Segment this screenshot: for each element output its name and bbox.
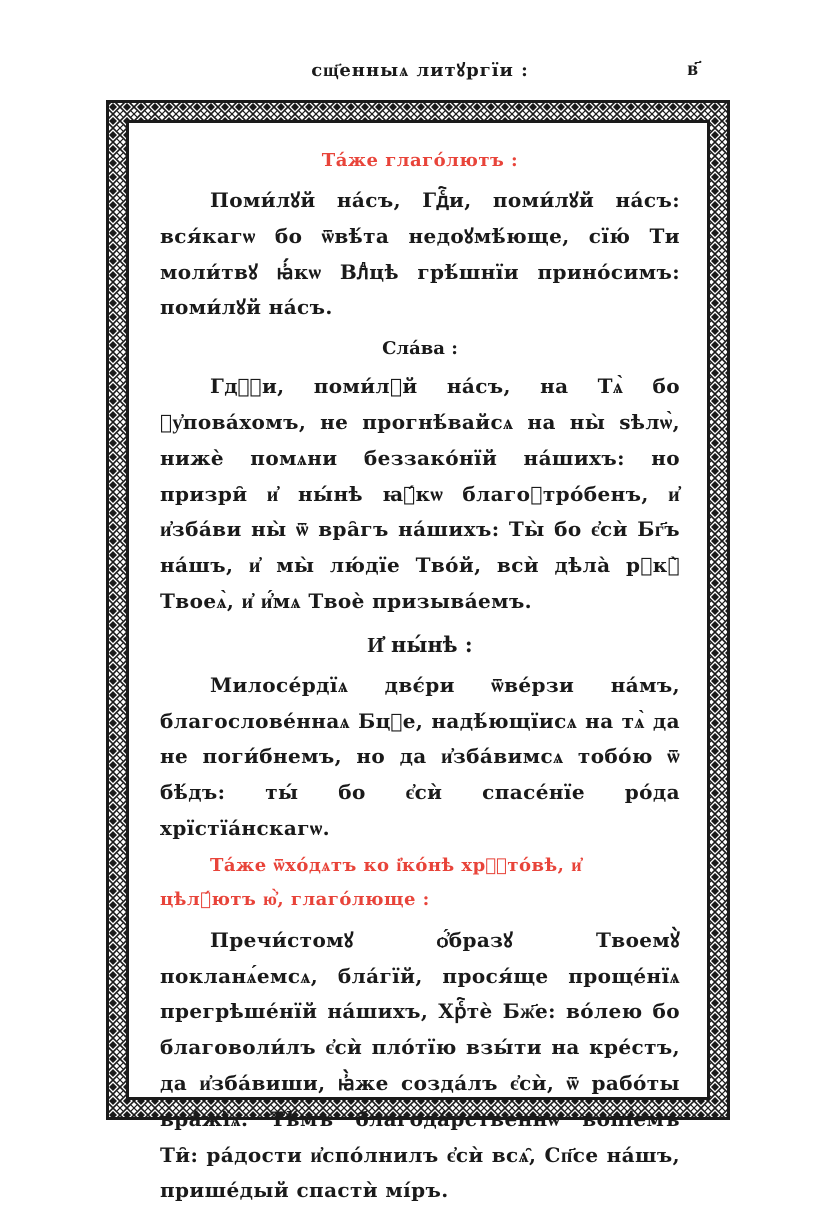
prayer-icon-veneration: Пречи́стомꙋ ѻ҆́бразꙋ Твоемꙋ̀ покланѧ́емсѧ, бла́гїй, прося́ще проще́нїѧ прегрѣше́нїй на́шихъ, Хрⷭ҇тѐ Бж҃е: во́лею бо благоволи́лъ є҆сѝ пло́тїю взы́ти на кре́стъ, да и҆зба́виши, ꙗ҆̀же созда́лъ є҆сѝ, ѿ рабо́ты вра́жїѧ. Тѣ́мъ благода́рственнѡ вопїе́мъ Ти̑: ра́дости и҆спо́лнилъ є҆сѝ всѧ̑, Сп҃се на́шъ, прише́дый спастѝ мі́ръ. (160, 927, 680, 1203)
liturgical-text (160, 150, 680, 1211)
prayer-glory: Гдⷭ҇и, поми́лꙋй на́съ, на Тѧ̀ бо ᲂу҆пова́хомъ, не прогнѣ́вайсѧ на ны̀ ѕѣлѡ̀, нижѐ помѧни беззако́нїй на́шихъ: но призри̑ и҆ ны́нѣ ꙗ҆́кѡ благоꙋтро́бенъ, и҆ и҆зба́ви ны̀ ѿ вра̑гъ на́шихъ: Ты̀ бо є҆сѝ Бг҃ъ на́шъ, и҆ мы̀ лю́дїе Тво́й, всѝ дѣла̀ рꙋкꙋ̀ Твоеѧ̀, и҆ и҆́мѧ Твоѐ призыва́емъ. (160, 374, 680, 613)
prayer-have-mercy: Поми́лꙋй на́съ, Гдⷭ҇и, поми́лꙋй на́съ: вся́кагѡ бо ѿвѣ́та недоꙋмѣ́юще, сїю́ Ти моли́твꙋ ꙗ҆́кѡ Влⷣцѣ грѣ́шнїи прино́симъ: поми́лꙋй на́съ. (160, 188, 680, 320)
page-number: в҃ (687, 56, 698, 80)
running-header (0, 58, 840, 88)
rubric-then-say: Та́же глаго́лютъ : (321, 150, 519, 171)
running-title: сщ҃енныѧ литꙋргїи : (311, 60, 529, 81)
heading-glory: Сла́ва : (382, 338, 458, 360)
rubric-go-to-icon: Та́же ѿхо́дѧтъ ко і҆ко́нѣ хрⷭ҇то́вѣ, и҆ цѣлꙋ́ютъ ю҆̀, глаго́люще : (160, 854, 583, 910)
prayer-theotokion: Милосе́рдїѧ двє́ри ѿве́рзи на́мъ, благослове́ннаѧ Бцⷣе, надѣ́ющїисѧ на тѧ̀ да не поги́бнемъ, но да и҆зба́вимсѧ тобо́ю ѿ бѣ́дъ: ты́ бо є҆сѝ спасе́нїе ро́да хрїстїа́нскагѡ. (160, 672, 680, 840)
heading-now: И҆ ны́нѣ : (367, 631, 473, 657)
